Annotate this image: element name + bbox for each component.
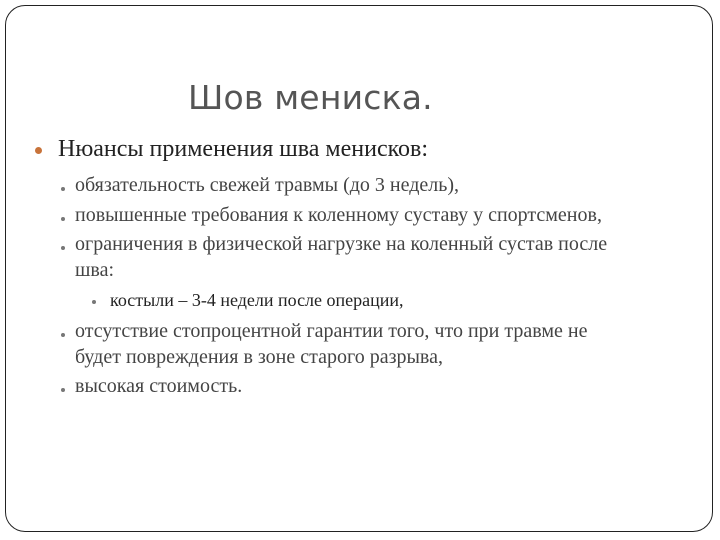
main-bullet-icon [35, 147, 42, 154]
list-item: обязательность свежей травмы (до 3 недель), [75, 174, 460, 196]
sub-bullet-icon [61, 246, 65, 250]
main-bullet-text: Нюансы применения шва менисков: [58, 136, 429, 162]
list-item: отсутствие стопроцентной гарантии того, что при травме не [75, 320, 588, 342]
list-item-continuation: шва: [75, 259, 115, 281]
slide-title: Шов мениска. [188, 78, 433, 117]
list-item: повышенные требования к коленному суставу у спортсменов, [75, 204, 602, 226]
list-item-nested: костыли – 3-4 недели после операции, [110, 290, 404, 310]
list-item: высокая стоимость. [75, 375, 243, 397]
list-item-continuation: будет повреждения в зоне старого разрыва, [75, 346, 443, 368]
sub-sub-bullet-icon [92, 300, 96, 304]
list-item: ограничения в физической нагрузке на коленный сустав после [75, 233, 608, 255]
sub-bullet-icon [61, 187, 65, 191]
sub-bullet-icon [61, 217, 65, 221]
sub-bullet-icon [61, 333, 65, 337]
slide-frame [5, 5, 713, 532]
sub-bullet-icon [61, 388, 65, 392]
